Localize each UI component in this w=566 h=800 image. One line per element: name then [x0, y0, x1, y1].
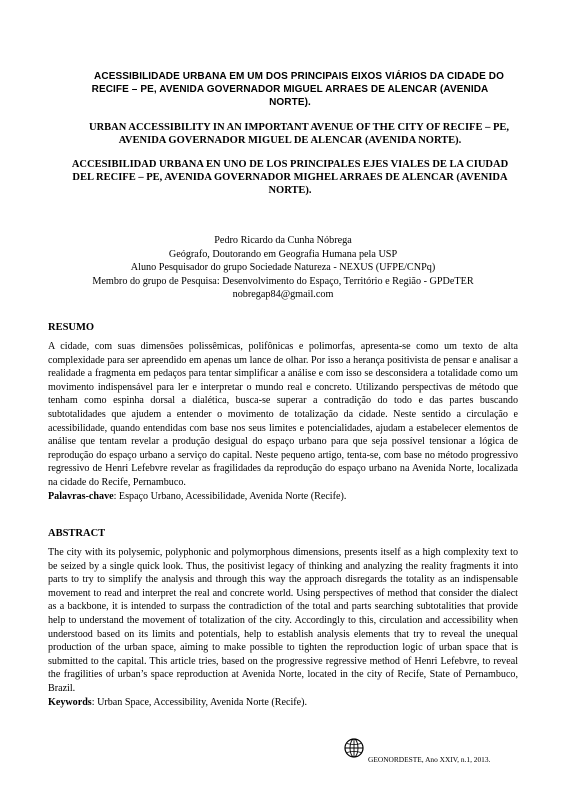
title-spanish: ACCESIBILIDAD URBANA EN UNO DE LOS PRINCIPALES EJES VIALES DE LA CIUDAD DEL RECIFE – PE, AVENIDA GOVERNADOR MIGHEL ARRAES DE ALENCAR (AVENIDA NORTE).: [71, 159, 509, 196]
author-affiliation-3: Membro do grupo de Pesquisa: Desenvolvimento do Espaço, Território e Região - GPDeTER: [92, 275, 474, 287]
abstract-body: The city with its polysemic, polyphonic and polymorphous dimensions, presents itself as a high complexity text to be seized by a single quick look. Thus, the positivist legacy of thinking and analyzing the reality fragments it into parts to try to simplify the analysis and through this way the approach disregards the totality as an indispensable movement to read and interpret the real and concrete world. Using perspectives of method that consider the dialect as a backbone, it is intended to surpass the contradiction of the total and parts searching subtotalities that provide help to understand the movement of totalization of the city. Accordingly to this, circulation and accessibility when understood based on its limits and potentials, help to establish analysis elements that try to reveal the unequal production of the urban space, aiming to make possible to tighten the reproduction logic of urban space that is submitted to the capital. This article tries, based on the progressive regressive method of Henri Lefebvre, to reveal the fragilities of urban’s space reproduction at Avenida Norte, located in the city of Recife, State of Pernambuco, Brazil.: [48, 547, 518, 694]
abstract-heading: ABSTRACT: [48, 528, 106, 539]
abstract-keywords-label: Keywords: [48, 696, 92, 708]
author-affiliation-1: Geógrafo, Doutorando em Geografia Humana pela USP: [168, 248, 398, 260]
resumo-heading: RESUMO: [48, 322, 95, 333]
abstract-keywords-text: : Urban Space, Accessibility, Avenida Norte (Recife).: [91, 696, 308, 708]
title-portuguese: ACESSIBILIDADE URBANA EM UM DOS PRINCIPAIS EIXOS VIÁRIOS DA CIDADE DO RECIFE – PE, AVENIDA GOVERNADOR MIGUEL ARRAES DE ALENCAR (AVENIDA NORTE).: [91, 71, 504, 108]
title-english: URBAN ACCESSIBILITY IN AN IMPORTANT AVENUE OF THE CITY OF RECIFE – PE, AVENIDA GOVERNADOR MIGUEL DE ALENCAR (AVENIDA NORTE).: [89, 122, 509, 146]
author-email: nobregap84@gmail.com: [232, 289, 334, 301]
author-name: Pedro Ricardo da Cunha Nóbrega: [214, 235, 352, 246]
globe-logo-icon: [344, 738, 364, 758]
resumo-section: [48, 322, 518, 503]
resumo-body: A cidade, com suas dimensões polissêmicas, polifônicas e polimorfas, apresenta-se como um texto de alta complexidade para ser apreendido em apenas um lance de olhar. Por isso a herança positivista de pensar e analisar a realidade a fragmenta em pedaços para tentar simplificar a análise e com isso se desconsidera a totalidade como um movimento indispensável para ler e interpretar o mundo real e concreto. Utilizando perspectivas de método que tenham como espinha dorsal a dialética, busca-se superar a contradição do todo e das partes buscando subtotalidades que ajudem a entender o movimento de totalização da cidade. Neste sentido a circulação e acessibilidade, quando entendidas com base nos seus limites e potencialidades, ajudam a estabelecer elementos de análise que tentam revelar a produção desigual do espaço urbano para que seja possível tensionar a lógica de reprodução do espaço urbano a serviço do capital. Neste pequeno artigo, tenta-se, com base no método progressivo regressivo de Henri Lefebvre revelar as fragilidades da reprodução do espaço urbano na Avenida Norte, localizada na cidade do Recife, Pernambuco.: [48, 341, 518, 488]
footer: [344, 738, 534, 768]
author-block: [60, 234, 506, 302]
abstract-section: [48, 528, 518, 709]
resumo-keywords-label: Palavras-chave: [48, 490, 114, 502]
author-affiliation-2: Aluno Pesquisador do grupo Sociedade Natureza - NEXUS (UFPE/CNPq): [130, 262, 436, 274]
resumo-keywords: [48, 490, 518, 504]
abstract-keywords: [48, 696, 518, 710]
journal-citation: GEONORDESTE, Ano XXIV, n.1, 2013.: [368, 755, 491, 764]
title-block: [70, 70, 510, 197]
resumo-keywords-text: : Espaço Urbano, Acessibilidade, Avenida Norte (Recife).: [113, 490, 347, 502]
